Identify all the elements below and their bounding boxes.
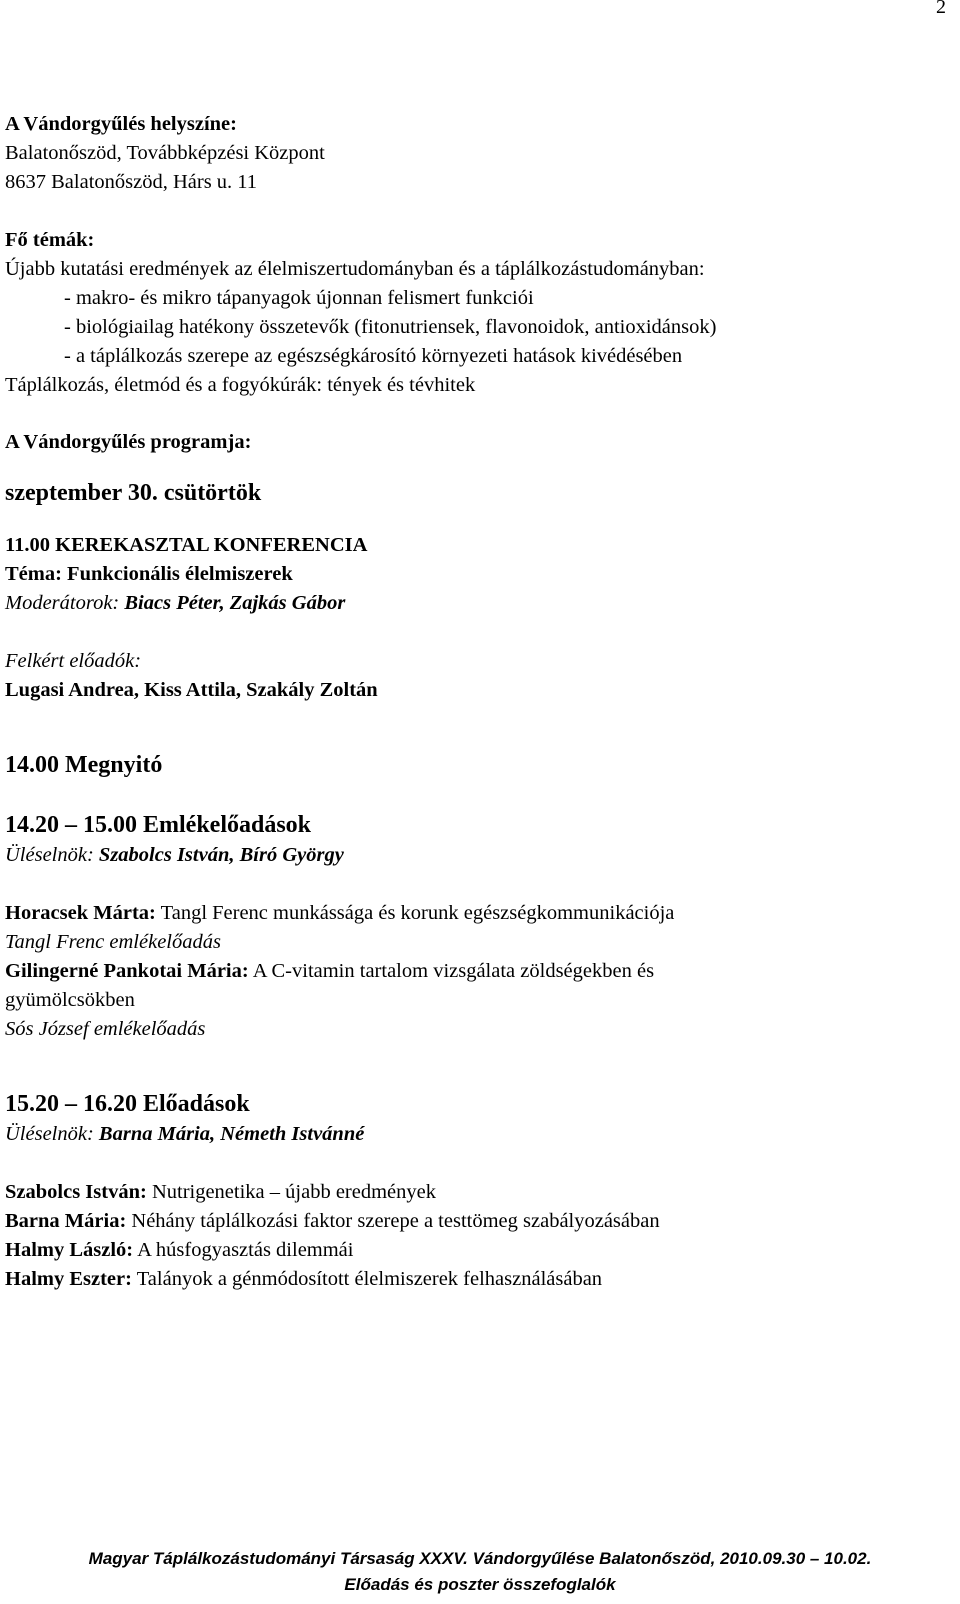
footer-line-1: Magyar Táplálkozástudományi Társaság XXXV. Vándorgyűlése Balatonőszöd, 2010.09.30 – 10.02. <box>88 1549 872 1568</box>
talk-title: A húsfogyasztás dilemmái <box>137 1239 354 1261</box>
roundtable-theme: Téma: Funkcionális élelmiszerek <box>5 563 293 585</box>
page-number: 2 <box>936 0 946 18</box>
topics-heading: Fő témák: <box>5 229 95 251</box>
talk-title: Tangl Ferenc munkássága és korunk egészségkommunikációja <box>160 902 675 924</box>
talk-title: Néhány táplálkozási faktor szerepe a testtömeg szabályozásában <box>131 1210 660 1232</box>
memorial-title: 14.20 – 15.00 Emlékelőadások <box>5 812 312 838</box>
venue-heading: A Vándorgyűlés helyszíne: <box>5 113 237 135</box>
talk-speaker: Szabolcs István: <box>5 1181 147 1203</box>
talk-title-cont: gyümölcsökben <box>5 989 135 1011</box>
lectures-title: 15.20 – 16.20 Előadások <box>5 1091 250 1117</box>
moderators-label: Moderátorok: <box>5 592 120 614</box>
topic-item: - biológiailag hatékony összetevők (fitonutriensek, flavonoidok, antioxidánsok) <box>64 316 717 338</box>
talk <box>5 1178 945 1207</box>
program-heading: A Vándorgyűlés programja: <box>5 431 252 453</box>
document-body <box>5 110 945 1294</box>
talk <box>5 1236 945 1265</box>
talk-speaker: Halmy László: <box>5 1239 134 1261</box>
roundtable-moderators <box>5 589 945 618</box>
talk-speaker: Gilingerné Pankotai Mária: <box>5 960 249 982</box>
venue-address: 8637 Balatonőszöd, Hárs u. 11 <box>5 171 258 193</box>
talk-title: A C-vitamin tartalom vizsgálata zöldségekben és <box>252 960 655 982</box>
talk-speaker: Barna Mária: <box>5 1210 127 1232</box>
speakers-names: Lugasi Andrea, Kiss Attila, Szakály Zoltán <box>5 679 378 701</box>
talk <box>5 957 945 986</box>
topics-last: Táplálkozás, életmód és a fogyókúrák: tények és tévhitek <box>5 374 476 396</box>
venue-line: Balatonőszöd, Továbbképzési Központ <box>5 142 325 164</box>
opening: 14.00 Megnyitó <box>5 752 163 778</box>
talk-note: Tangl Frenc emlékelőadás <box>5 931 221 953</box>
memorial-chair <box>5 841 945 870</box>
talk <box>5 1265 945 1294</box>
talk <box>5 899 945 928</box>
talk-speaker: Horacsek Márta: <box>5 902 156 924</box>
talk <box>5 1207 945 1236</box>
chair-names: Szabolcs István, Bíró György <box>98 844 344 866</box>
chair-label: Üléselnök: <box>5 1123 94 1145</box>
chair-names: Barna Mária, Németh Istvánné <box>98 1123 365 1145</box>
chair-label: Üléselnök: <box>5 844 94 866</box>
roundtable-title: 11.00 KEREKASZTAL KONFERENCIA <box>5 534 368 556</box>
talk-title: Nutrigenetika – újabb eredmények <box>151 1181 436 1203</box>
talk-title: Talányok a génmódosított élelmiszerek felhasználásában <box>136 1268 603 1290</box>
program-day: szeptember 30. csütörtök <box>5 480 262 506</box>
speakers-label: Felkért előadók: <box>5 650 142 672</box>
topic-item: - a táplálkozás szerepe az egészségkárosító környezeti hatások kivédésében <box>64 345 683 367</box>
topic-item: - makro- és mikro tápanyagok újonnan felismert funkciói <box>64 287 534 309</box>
lectures-chair <box>5 1120 945 1149</box>
talk-note: Sós József emlékelőadás <box>5 1018 206 1040</box>
topics-intro: Újabb kutatási eredmények az élelmiszertudományban és a táplálkozástudományban: <box>5 258 705 280</box>
talk-speaker: Halmy Eszter: <box>5 1268 132 1290</box>
footer-line-2: Előadás és poszter összefoglalók <box>344 1575 616 1594</box>
moderators-names: Biacs Péter, Zajkás Gábor <box>124 592 346 614</box>
